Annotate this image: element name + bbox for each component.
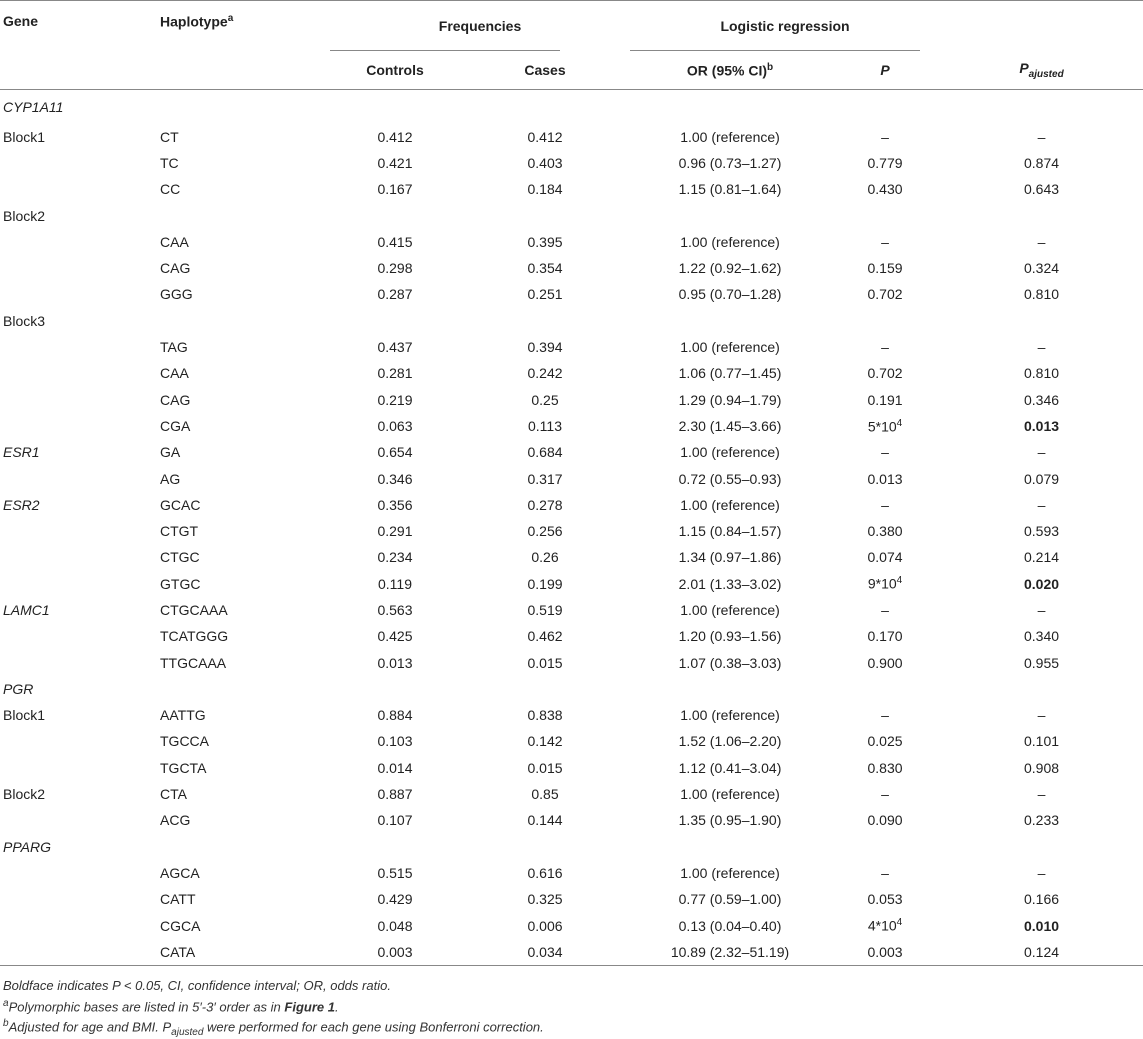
cell-or: 1.22 (0.92–1.62) xyxy=(678,260,782,277)
cell-cases: 0.616 xyxy=(527,864,563,881)
cell-or: 1.20 (0.93–1.56) xyxy=(678,628,782,645)
cell-padj xyxy=(940,90,1143,124)
table-row xyxy=(0,649,1143,675)
table-row xyxy=(0,413,1143,439)
cell-cases: 0.142 xyxy=(527,733,563,750)
cell-haplotype: GCAC xyxy=(160,496,201,513)
cell-controls: 0.003 xyxy=(330,939,460,966)
cell-controls: 0.415 xyxy=(377,233,413,250)
cell-cases: 0.006 xyxy=(527,917,563,934)
cell-p: – xyxy=(881,233,889,250)
cell-p: – xyxy=(881,444,889,461)
cell-p: 0.779 xyxy=(867,154,903,171)
table-row xyxy=(0,492,1143,518)
cell-padj: 0.874 xyxy=(1023,154,1060,171)
cell-p xyxy=(830,90,940,124)
cell-p: 0.380 xyxy=(867,523,903,540)
cell-p: – xyxy=(881,786,889,803)
cell-or: 1.07 (0.38–3.03) xyxy=(678,654,782,671)
cell-padj: 0.079 xyxy=(1023,470,1060,487)
cell-haplotype: TAG xyxy=(160,339,188,356)
cell-controls: 0.014 xyxy=(377,759,413,776)
cell-gene xyxy=(0,571,160,597)
cell-padj: 0.020 xyxy=(1023,575,1060,592)
cell-controls xyxy=(330,308,460,334)
cell-controls: 0.884 xyxy=(377,707,413,724)
cell-haplotype xyxy=(160,90,330,124)
cell-cases: 0.251 xyxy=(527,286,563,303)
cell-haplotype: TGCCA xyxy=(160,733,209,750)
cell-or: 1.34 (0.97–1.86) xyxy=(678,549,782,566)
cell-cases: 0.403 xyxy=(527,154,563,171)
cell-cases: 0.256 xyxy=(527,523,563,540)
cell-gene xyxy=(0,413,160,439)
cell-gene xyxy=(0,229,160,255)
cell-controls: 0.234 xyxy=(377,549,413,566)
cell-controls: 0.107 xyxy=(377,812,413,829)
cell-haplotype: TCATGGG xyxy=(160,628,229,645)
cell-controls: 0.437 xyxy=(377,339,413,356)
table-row xyxy=(0,90,1143,124)
cell-gene xyxy=(0,281,160,307)
cell-or xyxy=(630,834,830,860)
cell-cases: 0.684 xyxy=(527,444,563,461)
cell-p xyxy=(830,202,940,228)
cell-p: 0.013 xyxy=(867,470,903,487)
cell-haplotype: TGCTA xyxy=(160,759,207,776)
cell-controls: 0.887 xyxy=(377,786,413,803)
cell-gene xyxy=(0,465,160,491)
table-row xyxy=(0,202,1143,228)
cell-cases: 0.395 xyxy=(527,233,563,250)
table-row xyxy=(0,676,1143,702)
table-row xyxy=(0,623,1143,649)
cell-gene: PPARG xyxy=(3,838,51,855)
cell-padj: 0.340 xyxy=(1023,628,1060,645)
cell-gene xyxy=(0,518,160,544)
cell-or xyxy=(630,308,830,334)
cell-padj: 0.908 xyxy=(1023,759,1060,776)
cell-p: 0.090 xyxy=(867,812,903,829)
cell-controls xyxy=(330,834,460,860)
cell-controls: 0.219 xyxy=(377,391,413,408)
cell-haplotype: TC xyxy=(160,154,179,171)
cell-gene xyxy=(0,912,160,938)
cell-cases: 0.85 xyxy=(531,786,559,803)
table-row xyxy=(0,386,1143,412)
cell-gene xyxy=(0,860,160,886)
cell-cases: 0.325 xyxy=(527,891,563,908)
cell-haplotype: CTGC xyxy=(160,549,200,566)
cell-padj: – xyxy=(1037,128,1046,145)
cell-p: 0.702 xyxy=(867,365,903,382)
table-row xyxy=(0,518,1143,544)
cell-p: 0.430 xyxy=(867,181,903,198)
cell-padj: 0.166 xyxy=(1023,891,1060,908)
cell-or: 0.72 (0.55–0.93) xyxy=(678,470,782,487)
cell-controls xyxy=(330,676,460,702)
table-row xyxy=(0,939,1143,966)
cell-gene: Block1 xyxy=(3,707,46,724)
cell-or: 1.00 (reference) xyxy=(680,786,780,803)
cell-p: $5*10^4$ xyxy=(867,417,903,435)
cell-or: 1.00 (reference) xyxy=(680,339,780,356)
cell-or: 10.89 (2.32–51.19) xyxy=(630,939,830,966)
cell-or: 1.00 (reference) xyxy=(680,444,780,461)
cell-haplotype: CTGT xyxy=(160,523,199,540)
cell-cases: 0.015 xyxy=(527,654,563,671)
cell-haplotype: CAG xyxy=(160,260,191,277)
cell-cases: 0.838 xyxy=(527,707,563,724)
cell-gene xyxy=(0,360,160,386)
cell-cases: 0.394 xyxy=(527,339,563,356)
cell-cases xyxy=(460,308,630,334)
footnote-1: Boldface indicates P < 0.05, CI, confidence interval; OR, odds ratio. xyxy=(3,978,391,993)
logistic-regression-header: Logistic regression xyxy=(630,1,940,52)
cell-controls: 0.425 xyxy=(377,628,413,645)
cell-controls: 0.346 xyxy=(377,470,413,487)
cell-haplotype: ACG xyxy=(160,812,191,829)
table-row xyxy=(0,912,1143,938)
cell-or xyxy=(630,202,830,228)
table-body xyxy=(0,90,1143,966)
cell-or: 1.06 (0.77–1.45) xyxy=(678,365,782,382)
cell-cases xyxy=(460,202,630,228)
cell-controls: 0.515 xyxy=(377,864,413,881)
cell-controls: 0.119 xyxy=(378,575,412,592)
cell-gene xyxy=(0,334,160,360)
cell-p: 0.074 xyxy=(867,549,903,566)
cell-p: – xyxy=(881,601,889,618)
table-row xyxy=(0,176,1143,202)
cell-padj: 0.810 xyxy=(1023,365,1060,382)
cell-gene: ESR1 xyxy=(3,444,40,461)
table-row xyxy=(0,728,1143,754)
cell-controls: 0.291 xyxy=(377,523,413,540)
cell-controls: 0.356 xyxy=(377,496,413,513)
cell-or xyxy=(630,90,830,124)
cell-cases: 0.278 xyxy=(527,496,563,513)
cell-padj xyxy=(940,202,1143,228)
table-row xyxy=(0,150,1143,176)
cell-p: – xyxy=(881,339,889,356)
cell-haplotype: AATTG xyxy=(160,707,206,724)
cell-p: 0.170 xyxy=(867,628,903,645)
cell-p: – xyxy=(881,128,889,145)
cell-cases: 0.144 xyxy=(527,812,563,829)
cell-padj: 0.593 xyxy=(1023,523,1060,540)
cell-gene: CYP1A11 xyxy=(3,98,64,115)
table-row xyxy=(0,124,1143,150)
cell-cases: 0.242 xyxy=(527,365,563,382)
cell-padj: – xyxy=(1037,339,1046,356)
cell-cases: 0.26 xyxy=(531,549,559,566)
cell-padj: – xyxy=(1037,496,1046,513)
cell-or: 1.00 (reference) xyxy=(680,233,780,250)
cell-p xyxy=(830,834,940,860)
cell-controls: 0.421 xyxy=(377,154,413,171)
cell-cases xyxy=(460,834,630,860)
cell-cases: 0.015 xyxy=(527,759,563,776)
cell-controls: 0.654 xyxy=(377,444,413,461)
footnote-3: $^b$Adjusted for age and BMI. $P_{ajusted}$ were performed for each gene using Bonferroni correction. xyxy=(3,1018,544,1038)
cell-padj: 0.013 xyxy=(1023,417,1060,434)
cell-cases xyxy=(460,676,630,702)
cell-controls xyxy=(330,202,460,228)
cell-p: $9*10^4$ xyxy=(867,575,903,593)
cell-haplotype: CTA xyxy=(160,786,187,803)
cell-haplotype xyxy=(160,676,330,702)
cell-controls: 0.429 xyxy=(377,891,413,908)
cell-p: – xyxy=(881,496,889,513)
cell-gene xyxy=(0,728,160,754)
table-row xyxy=(0,755,1143,781)
table-row xyxy=(0,465,1143,491)
cell-p: 0.830 xyxy=(867,759,903,776)
cell-controls xyxy=(330,90,460,124)
header-row-2 xyxy=(0,51,1143,90)
cell-padj: 0.101 xyxy=(1023,733,1060,750)
cell-p: – xyxy=(881,864,889,881)
cell-cases: 0.354 xyxy=(527,260,563,277)
cell-haplotype: CATT xyxy=(160,891,196,908)
cell-or: 1.15 (0.84–1.57) xyxy=(678,523,782,540)
cell-haplotype: CAA xyxy=(160,233,189,250)
cell-gene: PGR xyxy=(3,680,34,697)
cell-gene xyxy=(0,886,160,912)
footnote-2: $^a$Polymorphic bases are listed in 5′-3′ order as in Figure 1. xyxy=(3,998,339,1015)
cell-haplotype: CGA xyxy=(160,417,191,434)
cell-padj xyxy=(940,834,1143,860)
cell-padj: 0.346 xyxy=(1023,391,1060,408)
cell-padj xyxy=(940,676,1143,702)
cell-haplotype: AG xyxy=(160,470,181,487)
cell-haplotype: GGG xyxy=(160,286,193,303)
cell-cases: 0.462 xyxy=(527,628,563,645)
cell-padj: 0.643 xyxy=(1023,181,1060,198)
cell-controls: 0.048 xyxy=(377,917,413,934)
cell-p: 0.003 xyxy=(830,939,940,966)
haplotype-header: Haplotype$^a$ xyxy=(160,13,234,30)
cell-cases: 0.113 xyxy=(528,417,562,434)
cell-or: 1.15 (0.81–1.64) xyxy=(678,181,782,198)
table-row xyxy=(0,229,1143,255)
table-row xyxy=(0,255,1143,281)
cell-or: 2.30 (1.45–3.66) xyxy=(678,417,782,434)
cell-or: 1.29 (0.94–1.79) xyxy=(678,391,782,408)
table-row xyxy=(0,439,1143,465)
controls-header: Controls xyxy=(330,51,460,90)
cell-gene xyxy=(0,939,160,966)
cell-gene xyxy=(0,649,160,675)
cell-padj: – xyxy=(1037,601,1046,618)
table-row xyxy=(0,360,1143,386)
cell-gene: Block3 xyxy=(3,312,46,329)
cell-p: 0.191 xyxy=(867,391,903,408)
cell-controls: 0.281 xyxy=(377,365,413,382)
cell-haplotype: CAG xyxy=(160,391,191,408)
table-row xyxy=(0,781,1143,807)
cell-cases: 0.412 xyxy=(527,128,563,145)
table-row xyxy=(0,544,1143,570)
cell-gene: Block1 xyxy=(3,128,46,145)
cell-gene: Block2 xyxy=(3,786,46,803)
cell-controls: 0.167 xyxy=(377,181,413,198)
cell-or xyxy=(630,676,830,702)
header-row-1 xyxy=(0,1,1143,52)
cell-or: 0.13 (0.04–0.40) xyxy=(678,917,782,934)
cell-gene xyxy=(0,807,160,833)
table-row xyxy=(0,334,1143,360)
cell-gene xyxy=(0,544,160,570)
cell-padj: – xyxy=(1037,864,1046,881)
cell-haplotype: CATA xyxy=(160,939,330,966)
cell-or: 2.01 (1.33–3.02) xyxy=(678,575,782,592)
cell-controls: 0.298 xyxy=(377,260,413,277)
cell-cases: 0.25 xyxy=(531,391,559,408)
cell-cases: 0.199 xyxy=(527,575,563,592)
empty-header xyxy=(940,1,1143,52)
cell-controls: 0.412 xyxy=(377,128,413,145)
cell-controls: 0.063 xyxy=(377,417,413,434)
cell-haplotype: CAA xyxy=(160,365,189,382)
cell-or: 1.00 (reference) xyxy=(680,707,780,724)
cell-haplotype xyxy=(160,834,330,860)
padj-header: $P_{ajusted}$ xyxy=(940,51,1143,90)
cell-gene: LAMC1 xyxy=(3,601,50,618)
frequencies-header: Frequencies xyxy=(330,1,630,52)
cell-padj xyxy=(940,308,1143,334)
cell-controls: 0.287 xyxy=(377,286,413,303)
cell-p: 0.159 xyxy=(867,260,903,277)
cell-padj: 0.955 xyxy=(1023,654,1060,671)
cell-controls: 0.013 xyxy=(377,654,413,671)
cell-padj: 0.233 xyxy=(1023,812,1060,829)
cell-p: $4*10^4$ xyxy=(867,917,903,934)
cell-p: 0.900 xyxy=(867,654,903,671)
cell-gene xyxy=(0,150,160,176)
cell-haplotype: CGCA xyxy=(160,917,201,934)
table-row xyxy=(0,597,1143,623)
cell-haplotype xyxy=(160,308,330,334)
cell-haplotype: GTGC xyxy=(160,575,201,592)
cell-cases: 0.317 xyxy=(527,470,563,487)
or-header: OR (95% CI)$^b$ xyxy=(630,51,830,90)
table-row xyxy=(0,834,1143,860)
cell-p: 0.702 xyxy=(867,286,903,303)
table-row xyxy=(0,308,1143,334)
cell-padj: – xyxy=(1037,444,1046,461)
cell-padj: – xyxy=(1037,786,1046,803)
cell-or: 0.95 (0.70–1.28) xyxy=(678,286,782,303)
gene-header: Gene xyxy=(3,13,39,29)
cell-haplotype: CC xyxy=(160,181,181,198)
cell-or: 1.52 (1.06–2.20) xyxy=(678,733,782,750)
cell-or: 1.00 (reference) xyxy=(680,128,780,145)
cell-or: 1.00 (reference) xyxy=(680,496,780,513)
cell-or: 0.96 (0.73–1.27) xyxy=(678,154,782,171)
cases-header: Cases xyxy=(460,51,630,90)
cell-or: 0.77 (0.59–1.00) xyxy=(678,891,782,908)
cell-p xyxy=(830,676,940,702)
cell-controls: 0.563 xyxy=(377,601,413,618)
cell-padj: – xyxy=(1037,233,1046,250)
cell-haplotype: TTGCAAA xyxy=(160,654,227,671)
cell-padj: 0.324 xyxy=(1023,260,1060,277)
cell-gene xyxy=(0,623,160,649)
cell-or: 1.12 (0.41–3.04) xyxy=(678,759,782,776)
table-row xyxy=(0,807,1143,833)
cell-p: 0.053 xyxy=(867,891,903,908)
cell-gene: Block2 xyxy=(3,207,46,224)
cell-cases: 0.184 xyxy=(527,181,563,198)
cell-haplotype: CTGCAAA xyxy=(160,601,228,618)
cell-cases: 0.034 xyxy=(460,939,630,966)
cell-haplotype xyxy=(160,202,330,228)
cell-haplotype: CT xyxy=(160,128,179,145)
cell-padj: 0.214 xyxy=(1023,549,1060,566)
cell-gene xyxy=(0,755,160,781)
cell-gene xyxy=(0,386,160,412)
cell-padj: 0.810 xyxy=(1023,286,1060,303)
cell-padj: – xyxy=(1037,707,1046,724)
cell-controls: 0.103 xyxy=(377,733,413,750)
cell-p xyxy=(830,308,940,334)
table-row xyxy=(0,860,1143,886)
p-header: P xyxy=(830,51,940,90)
table-row xyxy=(0,281,1143,307)
cell-p: – xyxy=(881,707,889,724)
cell-cases xyxy=(460,90,630,124)
cell-haplotype: AGCA xyxy=(160,864,200,881)
cell-p: 0.025 xyxy=(867,733,903,750)
table-row xyxy=(0,702,1143,728)
cell-or: 1.35 (0.95–1.90) xyxy=(678,812,782,829)
cell-cases: 0.519 xyxy=(527,601,563,618)
cell-padj: 0.010 xyxy=(1023,917,1060,934)
table-row xyxy=(0,571,1143,597)
cell-or: 1.00 (reference) xyxy=(680,864,780,881)
cell-haplotype: GA xyxy=(160,444,181,461)
table-row xyxy=(0,886,1143,912)
cell-padj: 0.124 xyxy=(940,939,1143,966)
cell-gene xyxy=(0,176,160,202)
cell-or: 1.00 (reference) xyxy=(680,601,780,618)
cell-gene: ESR2 xyxy=(3,496,40,513)
cell-gene xyxy=(0,255,160,281)
